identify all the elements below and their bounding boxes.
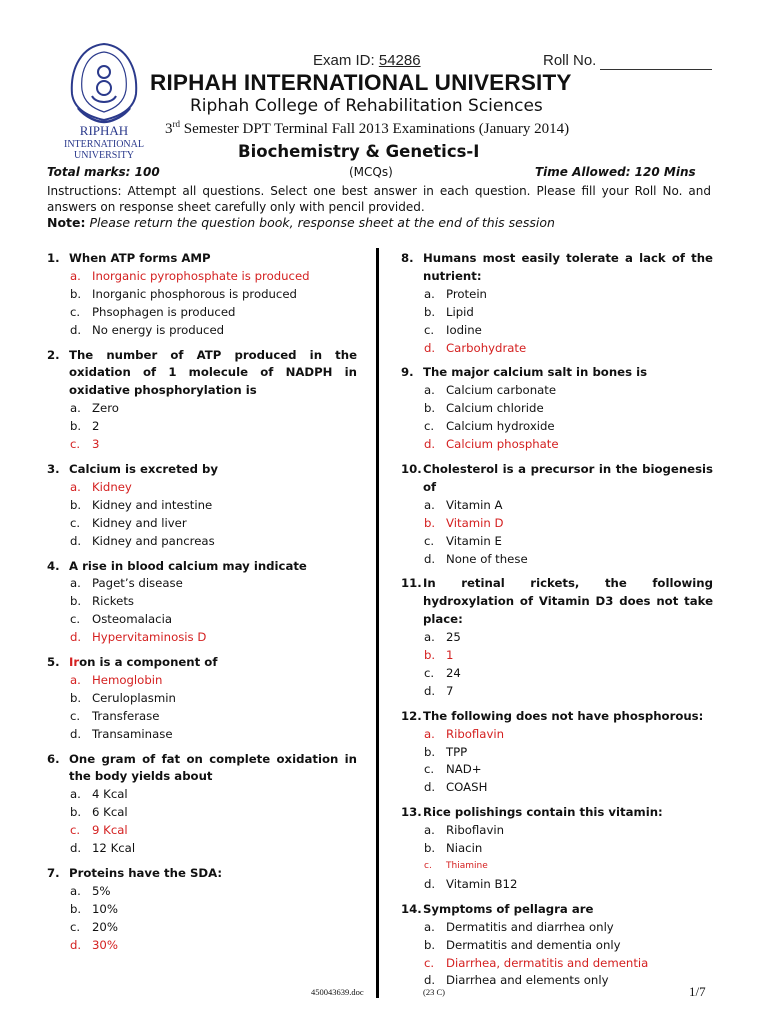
answer-option [47, 726, 357, 744]
answer-option-correct [401, 340, 713, 358]
question-spacer [47, 858, 357, 865]
option-letter: d. [70, 322, 82, 337]
answer-option [401, 744, 713, 762]
answer-option [401, 840, 713, 858]
question-stem: Cholesterol is a precursor in the biogenesis of [423, 461, 713, 494]
option-letter: b. [424, 841, 436, 856]
option-letter: a. [70, 268, 81, 283]
option-text: Lipid [446, 304, 474, 319]
option-text: Calcium hydroxide [446, 419, 555, 434]
answer-option-correct [401, 858, 713, 876]
answer-option [47, 708, 357, 726]
option-letter: d. [70, 937, 82, 952]
question-stem: Symptoms of pellagra are [423, 901, 594, 916]
roll-no-field[interactable] [600, 69, 712, 70]
question-spacer [401, 894, 713, 901]
question-stem: Proteins have the SDA: [69, 866, 223, 880]
option-text: Kidney and liver [92, 515, 187, 530]
question-spacer [401, 797, 713, 804]
question-stem-row [47, 558, 357, 576]
option-text: Calcium phosphate [446, 437, 559, 452]
question-spacer [47, 955, 357, 962]
answer-option-correct [47, 937, 357, 955]
option-letter: d. [424, 780, 436, 795]
mcqs-label: (MCQs) [349, 165, 393, 179]
option-text: NAD+ [446, 762, 482, 777]
question-stem-row [401, 461, 713, 497]
answer-option [47, 515, 357, 533]
semester-text: Semester DPT Terminal Fall 2013 Examinations (January 2014) [180, 121, 570, 137]
option-text: TPP [446, 744, 468, 759]
note-text: Please return the question book, response sheet at the end of this session [85, 215, 555, 230]
question-item [47, 250, 357, 340]
question-spacer [401, 454, 713, 461]
option-letter: b. [70, 805, 82, 820]
answer-option-correct [47, 436, 357, 454]
answer-option-correct [401, 647, 713, 665]
semester-suffix: rd [172, 119, 180, 129]
option-letter: c. [70, 515, 81, 530]
answer-option-correct [401, 515, 713, 533]
option-text: 12 Kcal [92, 841, 136, 856]
question-item [47, 347, 357, 454]
option-text: Vitamin B12 [446, 876, 518, 891]
option-letter: c. [424, 861, 432, 871]
answer-option-correct [47, 672, 357, 690]
question-stem-rest: on is a component of [79, 655, 218, 670]
option-letter: c. [424, 955, 435, 970]
option-text: Vitamin D [446, 515, 504, 530]
option-text: COASH [446, 780, 488, 795]
answer-option [47, 611, 357, 629]
answer-option [401, 629, 713, 647]
question-number: 7. [47, 866, 60, 880]
question-stem-highlight: Ir [69, 655, 80, 670]
option-letter: c. [70, 612, 81, 627]
option-letter: a. [424, 630, 435, 645]
question-stem: Humans most easily tolerate a lack of the nutrient: [423, 251, 713, 283]
option-letter: d. [424, 437, 436, 452]
question-stem-row [401, 708, 713, 726]
option-letter: a. [70, 479, 81, 494]
option-text: Osteomalacia [92, 612, 173, 627]
option-letter: b. [424, 401, 436, 416]
question-item [401, 364, 713, 454]
question-stem-row [401, 901, 713, 919]
answer-option-correct [47, 822, 357, 840]
option-text: Hypervitaminosis D [92, 630, 207, 645]
question-stem: Calcium is excreted by [69, 461, 219, 476]
option-letter: b. [424, 515, 436, 530]
question-item [47, 751, 357, 858]
answer-option [47, 690, 357, 708]
question-stem [69, 654, 357, 672]
option-letter: d. [424, 973, 436, 988]
question-stem-row [47, 654, 357, 672]
option-text: Kidney and pancreas [92, 533, 215, 548]
question-number: 1. [47, 251, 60, 265]
answer-option [47, 901, 357, 919]
option-letter: d. [70, 726, 82, 741]
answer-option [401, 683, 713, 701]
answer-option-correct [47, 268, 357, 286]
logo-emblem-icon [52, 38, 156, 164]
answer-option [401, 533, 713, 551]
option-letter: b. [70, 497, 82, 512]
answer-option [47, 804, 357, 822]
exam-id-label: Exam ID: [313, 52, 375, 69]
option-text: Diarrhea and elements only [446, 973, 609, 988]
question-item [47, 865, 357, 955]
option-letter: b. [70, 286, 82, 301]
answer-option [47, 593, 357, 611]
option-letter: a. [70, 401, 81, 416]
option-letter: a. [424, 726, 435, 741]
answer-option [401, 779, 713, 797]
option-letter: c. [424, 762, 435, 777]
option-text: Riboflavin [446, 823, 505, 838]
exam-id-row [313, 52, 421, 69]
question-spacer [47, 647, 357, 654]
option-text: 30% [92, 937, 118, 952]
option-text: 3 [92, 437, 100, 452]
note [47, 215, 711, 231]
option-text: Transaminase [92, 726, 173, 741]
question-number: 9. [401, 365, 414, 380]
question-number: 10. [401, 461, 422, 476]
instructions: Instructions: Attempt all questions. Select one best answer in each question. Please fill your Roll No. and answers on response sheet carefully only with pencil provided. [47, 184, 711, 214]
option-text: Diarrhea, dermatitis and dementia [446, 955, 649, 970]
footer-code: (23 C) [423, 987, 445, 997]
option-text: Dermatitis and diarrhea only [446, 919, 614, 934]
option-letter: a. [70, 672, 81, 687]
option-text: Inorganic pyrophosphate is produced [92, 268, 310, 283]
option-text: Vitamin A [446, 497, 503, 512]
answer-option-correct [401, 955, 713, 973]
option-text: 10% [92, 901, 118, 916]
option-text: Zero [92, 401, 119, 416]
college-name: Riphah College of Rehabilitation Sciences [190, 96, 543, 116]
option-letter: d. [70, 841, 82, 856]
svg-text:UNIVERSITY: UNIVERSITY [74, 150, 134, 161]
question-stem: In retinal rickets, the following hydroxylation of Vitamin D3 does not take place: [423, 576, 713, 627]
option-text: None of these [446, 551, 528, 566]
question-item [47, 461, 357, 551]
option-letter: c. [424, 665, 435, 680]
question-stem-row [401, 804, 713, 822]
questions-left-column [47, 250, 357, 962]
option-letter: a. [424, 823, 435, 838]
option-text: 5% [92, 883, 111, 898]
option-text: Phsophagen is produced [92, 304, 236, 319]
answer-option [47, 322, 357, 340]
question-stem-row [47, 250, 357, 268]
answer-option [401, 304, 713, 322]
exam-id-value: 54286 [378, 52, 421, 69]
question-item [401, 461, 713, 568]
option-letter: c. [70, 437, 81, 452]
question-stem-row [401, 250, 713, 286]
option-text: Iodine [446, 322, 482, 337]
university-logo [52, 38, 156, 164]
answer-option [47, 418, 357, 436]
option-letter: b. [424, 648, 436, 663]
answer-option [401, 972, 713, 990]
question-stem-row [47, 347, 357, 401]
question-number: 11. [401, 576, 422, 591]
option-letter: c. [424, 419, 435, 434]
option-text: Carbohydrate [446, 340, 527, 355]
question-spacer [401, 990, 713, 997]
option-text: Paget’s disease [92, 576, 183, 591]
answer-option [47, 497, 357, 515]
question-spacer [47, 340, 357, 347]
svg-text:RIPHAH: RIPHAH [79, 123, 129, 138]
page-number: 1/7 [689, 984, 706, 999]
answer-option [47, 883, 357, 901]
answer-option [401, 551, 713, 569]
answer-option [47, 400, 357, 418]
question-number: 4. [47, 558, 60, 573]
course-title: Biochemistry & Genetics-I [238, 142, 480, 161]
question-item [47, 558, 357, 648]
option-letter: b. [70, 419, 82, 434]
answer-option [47, 786, 357, 804]
option-text: Ceruloplasmin [92, 690, 176, 705]
answer-option [47, 533, 357, 551]
column-divider [376, 248, 379, 998]
question-number: 8. [401, 251, 414, 265]
option-letter: d. [424, 551, 436, 566]
question-number: 14. [401, 901, 422, 916]
option-letter: b. [70, 901, 82, 916]
option-letter: b. [70, 594, 82, 609]
question-spacer [401, 701, 713, 708]
option-letter: c. [70, 919, 81, 934]
answer-option [401, 382, 713, 400]
option-letter: d. [424, 876, 436, 891]
question-stem-row [47, 751, 357, 787]
option-letter: a. [424, 919, 435, 934]
question-number: 12. [401, 708, 422, 723]
option-letter: c. [70, 708, 81, 723]
answer-option [401, 876, 713, 894]
question-number: 5. [47, 655, 60, 670]
option-letter: b. [424, 744, 436, 759]
option-text: Vitamin E [446, 533, 502, 548]
question-stem-row [401, 575, 713, 629]
question-stem-row [47, 461, 357, 479]
note-label: Note: [47, 215, 86, 230]
option-letter: a. [424, 497, 435, 512]
university-name: RIPHAH INTERNATIONAL UNIVERSITY [150, 70, 572, 95]
option-text: 4 Kcal [92, 787, 128, 802]
option-letter: c. [70, 823, 81, 838]
option-text: Niacin [446, 841, 483, 856]
question-spacer [401, 357, 713, 364]
option-letter: d. [70, 630, 82, 645]
option-text: Transferase [92, 708, 160, 723]
question-stem: The major calcium salt in bones is [423, 365, 648, 380]
answer-option [401, 822, 713, 840]
total-marks: Total marks: 100 [47, 165, 160, 179]
option-letter: a. [70, 576, 81, 591]
question-stem-row [47, 865, 357, 883]
option-text: Calcium carbonate [446, 383, 557, 398]
question-stem: The following does not have phosphorous: [423, 708, 704, 723]
option-letter: a. [70, 787, 81, 802]
option-letter: b. [424, 304, 436, 319]
answer-option [401, 665, 713, 683]
option-text: Inorganic phosphorous is produced [92, 286, 297, 301]
option-letter: c. [424, 322, 435, 337]
question-number: 2. [47, 347, 60, 362]
question-stem: The number of ATP produced in the oxidation of 1 molecule of NADPH in oxidative phosphorylation is [69, 347, 357, 398]
answer-option [401, 761, 713, 779]
option-letter: a. [424, 383, 435, 398]
question-item [401, 250, 713, 357]
option-text: Kidney and intestine [92, 497, 213, 512]
questions-right-column [401, 250, 713, 997]
option-text: 2 [92, 419, 100, 434]
answer-option [47, 286, 357, 304]
question-spacer [47, 454, 357, 461]
question-number: 3. [47, 461, 60, 476]
question-stem: When ATP forms AMP [69, 251, 211, 265]
answer-option-correct [47, 629, 357, 647]
answer-option [401, 497, 713, 515]
answer-option-correct [47, 479, 357, 497]
footer-doc-name: 450043639.doc [311, 987, 364, 997]
option-text: 25 [446, 630, 461, 645]
option-letter: d. [424, 340, 436, 355]
option-text: No energy is produced [92, 322, 225, 337]
option-letter: c. [70, 304, 81, 319]
option-text: 20% [92, 919, 118, 934]
time-allowed: Time Allowed: 120 Mins [535, 165, 696, 179]
option-text: Hemoglobin [92, 672, 163, 687]
option-text: 1 [446, 648, 454, 663]
answer-option-correct [401, 726, 713, 744]
answer-option [47, 575, 357, 593]
question-stem: Rice polishings contain this vitamin: [423, 805, 663, 820]
option-letter: c. [424, 533, 435, 548]
answer-option [401, 322, 713, 340]
option-letter: d. [70, 533, 82, 548]
answer-option [401, 400, 713, 418]
question-stem: A rise in blood calcium may indicate [69, 558, 307, 573]
question-item [47, 654, 357, 744]
answer-option [47, 840, 357, 858]
semester-line [165, 119, 569, 138]
option-text: Calcium chloride [446, 401, 544, 416]
answer-option [401, 418, 713, 436]
question-item [401, 708, 713, 798]
question-spacer [47, 551, 357, 558]
question-item [401, 901, 713, 991]
option-letter: b. [424, 937, 436, 952]
answer-option [47, 304, 357, 322]
semester-number: 3 [165, 121, 173, 137]
question-stem-row [401, 364, 713, 382]
question-spacer [47, 744, 357, 751]
answer-option-correct [401, 436, 713, 454]
option-text: Riboflavin [446, 726, 505, 741]
question-spacer [401, 568, 713, 575]
option-text: Kidney [92, 479, 132, 494]
question-number: 13. [401, 805, 422, 820]
option-text: 9 Kcal [92, 823, 128, 838]
option-letter: a. [424, 286, 435, 301]
option-text: Rickets [92, 594, 135, 609]
option-letter: d. [424, 683, 436, 698]
option-text: 24 [446, 665, 461, 680]
option-text: 7 [446, 683, 454, 698]
roll-no-label: Roll No. [543, 52, 597, 69]
question-stem: One gram of fat on complete oxidation in the body yields about [69, 751, 357, 784]
question-item [401, 804, 713, 894]
question-item [401, 575, 713, 700]
answer-option [401, 937, 713, 955]
question-number: 6. [47, 751, 60, 766]
option-text: 6 Kcal [92, 805, 128, 820]
option-text: Protein [446, 286, 487, 301]
option-letter: b. [70, 690, 82, 705]
answer-option [401, 286, 713, 304]
option-text: Thiamine [446, 861, 488, 871]
answer-option [401, 919, 713, 937]
answer-option [47, 919, 357, 937]
option-text: Dermatitis and dementia only [446, 937, 621, 952]
option-letter: a. [70, 883, 81, 898]
svg-text:INTERNATIONAL: INTERNATIONAL [64, 139, 144, 150]
